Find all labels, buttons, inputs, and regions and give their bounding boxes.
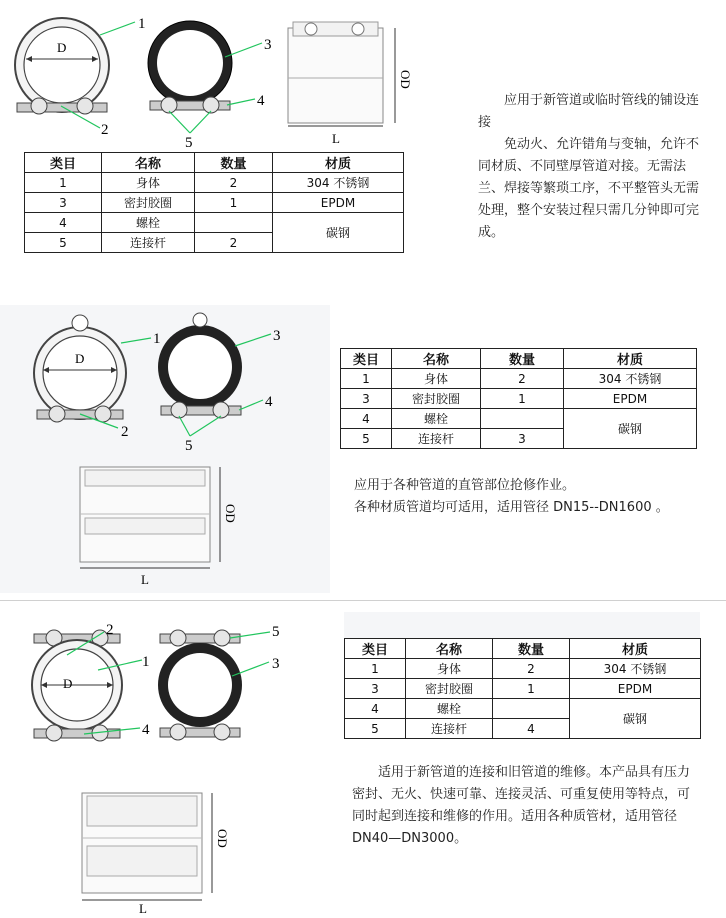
header-item: 类目 [25,153,102,173]
spec-table-2 [340,348,697,449]
svg-text:L: L [141,572,149,587]
svg-text:1: 1 [153,331,161,347]
clamp-side-view-3 [77,788,257,918]
table-row: 4 螺栓 碳钢 [345,699,701,719]
dim-l-label: L [332,131,340,146]
svg-text:OD: OD [223,504,238,523]
callout-5: 5 [185,135,193,151]
callout-1: 1 [138,16,146,32]
svg-text:5: 5 [272,624,280,640]
table-row: 1 身体 2 304 不锈钢 [341,369,697,389]
table-row: 3 密封胶圈 1 EPDM [341,389,697,409]
table-row: 5 连接杆 3 [341,429,697,449]
table-header-row: 类目 名称 数量 材质 [345,639,701,659]
table-row: 1 身体 2 304 不锈钢 [345,659,701,679]
clamp-side-view-2 [75,462,255,592]
svg-text:1: 1 [142,654,150,670]
svg-text:5: 5 [185,438,193,454]
svg-text:4: 4 [265,394,273,410]
description-1: 应用于新管道或临时管线的铺设连接 免动火、允许错角与变轴，允许不同材质、不同壁厚管道对接。无需法兰、焊接等繁琐工序，不平整管头无需处理，整个安装过程只需几分钟即可完成。 [478,93,700,240]
header-name: 名称 [102,153,195,173]
svg-text:2: 2 [121,424,129,440]
table-row: 4 螺栓 碳钢 [25,213,404,233]
description-2: 应用于各种管道的直管部位抢修作业。 各种材质管道均可适用，适用管径 DN15--DN1600 。 [354,478,669,515]
spec-table-1 [24,152,404,253]
clamp-side-view-1 [283,18,423,148]
dim-od-label: OD [398,70,413,89]
spec-table-3 [344,638,701,739]
svg-text:4: 4 [142,722,150,738]
clamp-seal-view-1 [145,5,285,155]
svg-text:2: 2 [106,622,114,638]
table-row: 5 连接杆 2 [25,233,404,253]
clamp-seal-view-2 [155,310,295,460]
svg-text:D: D [75,351,85,366]
table-row: 3 密封胶圈 1 EPDM [345,679,701,699]
section-3-background [344,612,700,638]
table-row: 3 密封胶圈 1 EPDM [25,193,404,213]
dim-d-label: D [57,40,67,55]
clamp-front-view-1 [5,5,155,155]
svg-text:D: D [63,676,73,691]
section-divider [0,600,726,601]
table-row: 4 螺栓 碳钢 [341,409,697,429]
table-row: 1 身体 2 304 不锈钢 [25,173,404,193]
svg-text:3: 3 [272,656,280,672]
clamp-seal-view-3 [152,620,292,770]
callout-3: 3 [264,37,272,53]
table-row: 5 连接杆 4 [345,719,701,739]
table-header-row [25,153,404,173]
header-material: 材质 [273,153,404,173]
svg-text:3: 3 [273,328,281,344]
svg-text:OD: OD [215,829,230,848]
callout-2: 2 [101,122,109,138]
callout-4: 4 [257,93,265,109]
svg-text:L: L [139,901,147,916]
table-header-row: 类目 名称 数量 材质 [341,349,697,369]
description-3: 适用于新管道的连接和旧管道的维修。本产品具有压力密封、无火、快速可靠、连接灵活、可重复使用等特点，可同时起到连接和维修的作用。适用各种质管材，适用管径 DN40—DN3000。 [352,765,691,846]
header-qty: 数量 [195,153,273,173]
